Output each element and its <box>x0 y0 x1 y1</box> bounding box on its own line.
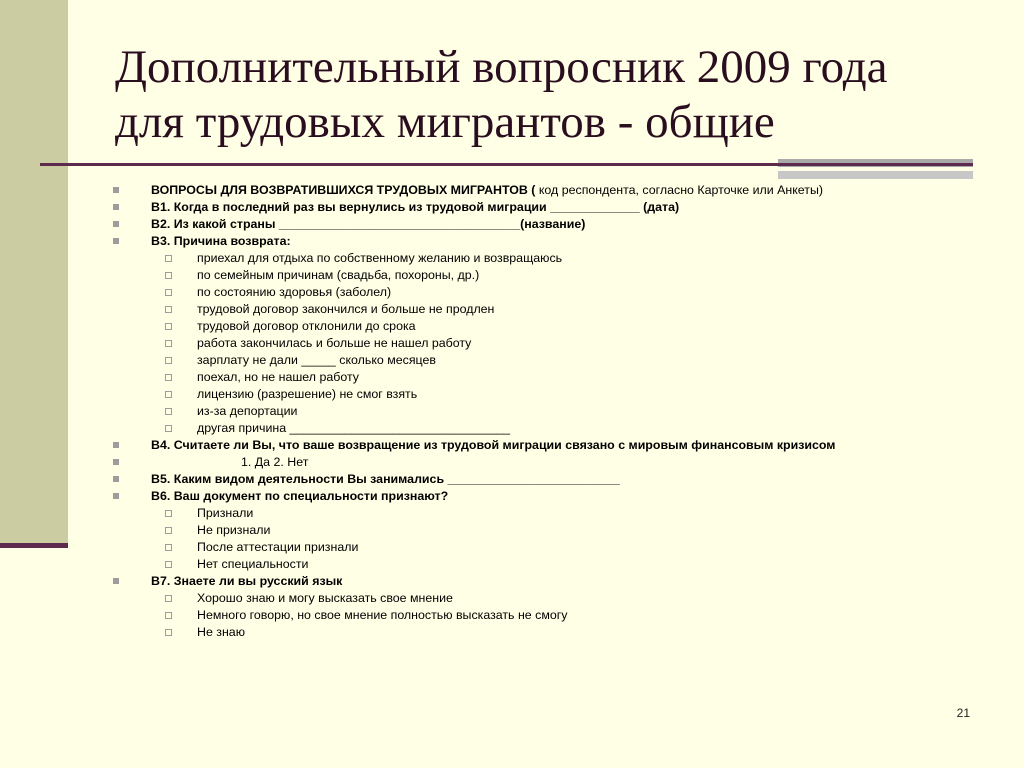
question-b6: В6. Ваш документ по специальности признают? <box>113 488 993 505</box>
list-item: Не знаю <box>113 624 993 641</box>
list-item: После аттестации признали <box>113 539 993 556</box>
hollow-square-bullet-icon <box>165 357 172 364</box>
square-bullet-icon <box>113 578 119 584</box>
hollow-square-bullet-icon <box>165 595 172 602</box>
square-bullet-icon <box>113 493 119 499</box>
list-item: по семейным причинам (свадьба, похороны, др.) <box>113 267 993 284</box>
hollow-square-bullet-icon <box>165 629 172 636</box>
list-item: трудовой договор отклонили до срока <box>113 318 993 335</box>
hollow-square-bullet-icon <box>165 391 172 398</box>
title-accent-bar-lower <box>778 171 973 179</box>
title-divider <box>40 163 973 166</box>
hollow-square-bullet-icon <box>165 612 172 619</box>
list-item: Признали <box>113 505 993 522</box>
list-item: лицензию (разрешение) не смог взять <box>113 386 993 403</box>
hollow-square-bullet-icon <box>165 306 172 313</box>
square-bullet-icon <box>113 476 119 482</box>
question-b4: В4. Считаете ли Вы, что ваше возвращение из трудовой миграции связано с мировым финансовым кризисом <box>113 437 993 454</box>
square-bullet-icon <box>113 204 119 210</box>
list-item: Хорошо знаю и могу высказать свое мнение <box>113 590 993 607</box>
answer-options-b4: 1. Да 2. Нет <box>113 454 993 471</box>
list-item: работа закончилась и больше не нашел работу <box>113 335 993 352</box>
list-item: трудовой договор закончился и больше не продлен <box>113 301 993 318</box>
list-item: приехал для отдыха по собственному желанию и возвращаюсь <box>113 250 993 267</box>
list-item-intro: ВОПРОСЫ ДЛЯ ВОЗВРАТИВШИХСЯ ТРУДОВЫХ МИГРАНТОВ ( код респондента, согласно Карточке или Анкеты) <box>113 182 993 199</box>
question-b2: В2. Из какой страны ___________________________________(название) <box>113 216 993 233</box>
list-item: Не признали <box>113 522 993 539</box>
question-b5: В5. Каким видом деятельности Вы занимались _________________________ <box>113 471 993 488</box>
square-bullet-icon <box>113 459 119 465</box>
hollow-square-bullet-icon <box>165 323 172 330</box>
question-b7: В7. Знаете ли вы русский язык <box>113 573 993 590</box>
hollow-square-bullet-icon <box>165 425 172 432</box>
hollow-square-bullet-icon <box>165 340 172 347</box>
question-b1: В1. Когда в последний раз вы вернулись из трудовой миграции _____________ (дата) <box>113 199 993 216</box>
square-bullet-icon <box>113 187 119 193</box>
list-item: зарплату не дали _____ сколько месяцев <box>113 352 993 369</box>
square-bullet-icon <box>113 221 119 227</box>
question-b3: В3. Причина возврата: <box>113 233 993 250</box>
list-item: другая причина ________________________________ <box>113 420 993 437</box>
list-item: по состоянию здоровья (заболел) <box>113 284 993 301</box>
title-line-2: для трудовых мигрантов - общие <box>115 96 775 148</box>
hollow-square-bullet-icon <box>165 255 172 262</box>
list-item: Немного говорю, но свое мнение полностью высказать не смогу <box>113 607 993 624</box>
square-bullet-icon <box>113 238 119 244</box>
hollow-square-bullet-icon <box>165 408 172 415</box>
square-bullet-icon <box>113 442 119 448</box>
list-item: поехал, но не нашел работу <box>113 369 993 386</box>
hollow-square-bullet-icon <box>165 272 172 279</box>
hollow-square-bullet-icon <box>165 561 172 568</box>
list-item: Нет специальности <box>113 556 993 573</box>
side-decoration-band <box>0 0 68 544</box>
hollow-square-bullet-icon <box>165 289 172 296</box>
slide-title <box>115 40 995 150</box>
title-line-1: Дополнительный вопросник 2009 года <box>115 41 888 93</box>
hollow-square-bullet-icon <box>165 544 172 551</box>
side-decoration-line <box>0 543 68 548</box>
hollow-square-bullet-icon <box>165 527 172 534</box>
questionnaire-list <box>113 182 993 641</box>
hollow-square-bullet-icon <box>165 374 172 381</box>
hollow-square-bullet-icon <box>165 510 172 517</box>
page-number: 21 <box>956 706 970 720</box>
list-item: из-за депортации <box>113 403 993 420</box>
